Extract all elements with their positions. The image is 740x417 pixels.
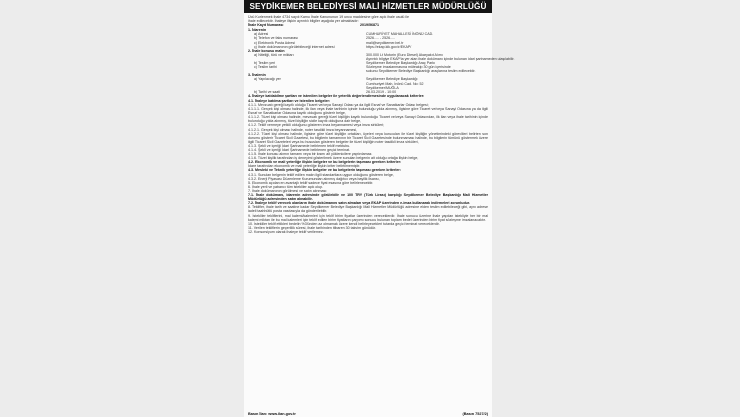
row-value: Seydikemer/MUĞLA [366,85,399,90]
criteria-item: 5. Ekonomik açıdan en avantajlı teklif sadece fiyat esasına göre belirlenecektir. [248,180,374,185]
row-label: a) Adresi [254,32,269,37]
criteria-heading: 4- İhaleye katılabilme şartları ve istenilen belgeler ile yeterlik değerlendirmesinde uygulanacak kriterler: [248,93,425,98]
criteria-item: İdare tarafından ekonomik ve mali yeterliğe ilişkin kriter belirtilmemiştir. [248,164,361,169]
section-row [248,69,488,73]
criteria-item: 4.2. Ekonomik ve mali yeterliğe ilişkin belgeler ve bu belgelerin taşıması gereken kriterler: [248,160,402,165]
criteria-item: 4.1.4. Şekli ve içeriği İdari Şartnamede belirlenen geçici teminat. [248,148,351,152]
criteria-item: 6. İhale yerli ve yabancı tüm istekliler açık olup. [248,184,324,189]
row-value: Seydikemer Belediye Başkanlığı [366,77,418,82]
row-value: Sözleşme imzalanmasına müteakip 30 gün içerisinde [366,65,451,70]
criteria-item: 4.1.2. Teklif vermeye yetkili olduğunu gösteren imza beyannamesi veya imza sirküleri; [248,123,385,128]
criteria-item: 7.1. İhale dokümanı, idarenin adresinde görülebilir ve 100 TRY (Türk Lirası) karşılığı Seydikemer Belediye Başkanlığı Mali Hizmetler Müdürlüğü adresinden satın alınabilir. [248,193,488,202]
row-value: 2526..... - 2526..... [366,36,396,41]
row-label: a) Yapılacağı yer [254,77,281,82]
row-value: sukunu Seydikemer Belediye Başkanlığı araçlarına teslim edilecektir. [366,69,476,74]
criteria-item: 8. Teklifler, ihale tarih ve saatine kadar Seydikemer Belediye Başkanlığı Mali Hizmetler Müdürlüğü adresine elden teslim edilebileceği gibi, aynı adrese iadeli taahhütlü posta vasıtasıyla da gönderilebilir. [248,205,488,214]
criteria-item: 4.1.1.1. Gerçek kişi olması halinde, ilk ilan veya ihale tarihinin içinde bulunduğu yılda alınmış, ilgisine göre Ticaret ve/veya Sanayi Odasına ya da ilgili Esnaf ve Sanatkarlar Odasına kayıtlı olduğunu gösterir belge, [248,107,488,116]
announcement-document [244,0,515,417]
intro-line: ihale edilecektir. İhaleye ilişkin ayrıntılı bilgiler aşağıda yer almaktadır: [248,19,359,24]
ikn-label: İhale Kayıt Numarası [248,23,284,28]
row-label: b) Tarihi ve saati [254,89,281,94]
footer-left: Basın İlan: www.ilan.gov.tr [248,412,296,416]
criteria-item: 4.1.6. Tüzel kişilik tarafından iş deneyimi gösterilmek üzere sunulan belgenin ait olduğu ortağa ilişkin belge, [248,156,419,161]
criteria-item: 12. Konsorsiyum olarak ihaleye teklif verilemez. [248,229,324,234]
criteria-item: 7. İhale dokümanının görülmesi ve satın alınması: [248,188,328,193]
criteria-item: 7.2. İhaleye teklif verecek olanların ihale dokümanını satın almaları veya EKAP üzerinden e-imza kullanarak indirmeleri zorunludur. [248,201,471,206]
section-heading: 2- İhale konusu malın [248,48,285,53]
row-label: c) Elektronik Posta Adresi [254,40,295,45]
intro-paragraph [248,15,488,23]
row-value: 26.03.2019 - 10:00 [366,89,397,94]
ikn-value: 2019/56871 [360,23,379,28]
info-sections [248,28,515,94]
criteria-item: 4.3.1. Sunulan belgenin teklif edilen malın ilgili standartlara uygun olduğunu gösteren belge, [248,172,394,177]
criteria-list [248,99,488,234]
row-label: c) Teslim tarihi [254,65,277,70]
row-label: b) Telefon ve faks numarası [254,36,299,41]
row-value: Cumhuriyet Mah. İnönü Cad. No: 52 [366,81,424,86]
criteria-item: 4.1.2.1. Gerçek kişi olması halinde, noter tasdikli imza beyannamesi, [248,127,358,132]
criteria-item: 4.3. Mesleki ve Teknik yeterliğe ilişkin belgeler ve bu belgelerin taşıması gereken kriterler: [248,168,401,173]
criteria-item: 4.1.1. Mevzuatı gereği kayıtlı olduğu Ticaret ve/veya Sanayi Odası ya da ilgili Esnaf ve Sanatkarlar Odası belgesi; [248,102,429,107]
row-label: a) Niteliği, türü ve miktarı [254,52,294,57]
row-label: ç) İhale dokümanının görülebileceği internet adresi [254,44,335,49]
row-value: 300.000 Lt Motorin (Euro Diesel) Akaryakıt Alımı [366,52,443,57]
row-value: Seydikemer Belediye Başkanlığı Araç Parkı [366,61,436,66]
footer-right: (Basın 7527/2) [462,412,488,416]
document-body [248,15,515,415]
document-title: SEYDİKEMER BELEDİYESİ MALİ HİZMETLER MÜDÜRLÜĞÜ [244,0,492,13]
criteria-item: 4.1.5. İhale konusu alımın tamamı veya bir kısmı alt yüklenicilere yaptırılamaz. [248,152,373,157]
section-heading: 1- İdarenin [248,28,267,33]
intro-line: Ücü Kurlenmek ihale 4734 sayılı Kamu İhale Kanununun 19 uncu maddesine göre açık ihale usulü ile [248,15,410,19]
criteria-item: 11. Verilen tekliflerin geçerlilik süresi, ihale tarihinden itibaren 30 takvim günüdür. [248,225,376,230]
row-label: b) Teslim yeri [254,61,276,66]
row-value: https://ekap.kik.gov.tr/EKAP/ [366,44,412,49]
criteria-item: 4.1.2.2. Tüzel kişi olması halinde, ilgisine göre tüzel kişiliğin ortakları, üyeleri veya kurucuları ile tüzel kişiliğin yönetimindeki görevlileri belirten son durumu gösterir Ticaret Sicil Gazetesi, bu bilgilerin tamamının bir Ticaret Sicil Gazetesinde bulunmaması halinde, bu bilgilerin tümünü göstermek üzere ilgili Ticaret Sicil Gazeteleri veya bu hususları gösteren belgeler ile tüzel kişiliğin noter tasdikli imza sirküleri, [248,131,488,144]
ikn-row [248,23,488,27]
row-value: Ayrıntılı bilgiye EKAP'ta yer alan ihale dokümanı içinde bulunan idari şartnameden ulaşılabilir. [366,56,515,61]
background-left [0,0,244,417]
criteria-item: 4.1.1.2. Tüzel kişi olması halinde, mevzuatı gereği tüzel kişiliğin kayıtlı bulunduğu Ticaret ve/veya Sanayi Odasından, ilk ilan veya ihale tarihinin içinde bulunduğu yılda alınmış, tüzel kişiliğin sicile kayıtlı olduğuna dair belge, [248,115,488,124]
row-value: CUMHURİYET MAHALLESİ İNÖNÜ CAD. [366,32,434,37]
criteria-item: 4.1. İhaleye katılma şartları ve istenilen belgeler: [248,98,331,103]
row-label [254,69,366,73]
criteria-item: 9. İstekliler tekliflerini, mal kalemi/kalemleri için teklif birim fiyatlar üzerinden vereceklerdir. İhale sonucu üzerine ihale yapılan istekliyle her bir mal kalemi miktarı ile bu mal kalemleri için teklif edilen birim fiyatların çarpımı sonucu bulunan toplam bedel üzerinden birim fiyat sözleşme imzalanacaktır. [248,213,488,222]
section-heading: 3- İhalenin [248,73,266,78]
background-right [492,0,740,417]
row-value: mali@seydikemer.bel.tr [366,40,404,45]
criteria-item: 4.3.2. Enerji Piyasası Düzenleme Kurumundan alınmış dağıtıcı veya bayilik lisansı, [248,176,380,181]
criteria-item: 4.1.3. Şekli ve içeriği İdari Şartnamede belirlenen teklif mektubu. [248,143,351,148]
document-footer [248,412,488,416]
criteria-item: 10. İstekliler teklif ettikleri bedelin %3'ünden az olmamak üzere kendi belirleyecekleri tutarda geçici teminat vereceklerdir. [248,221,440,226]
